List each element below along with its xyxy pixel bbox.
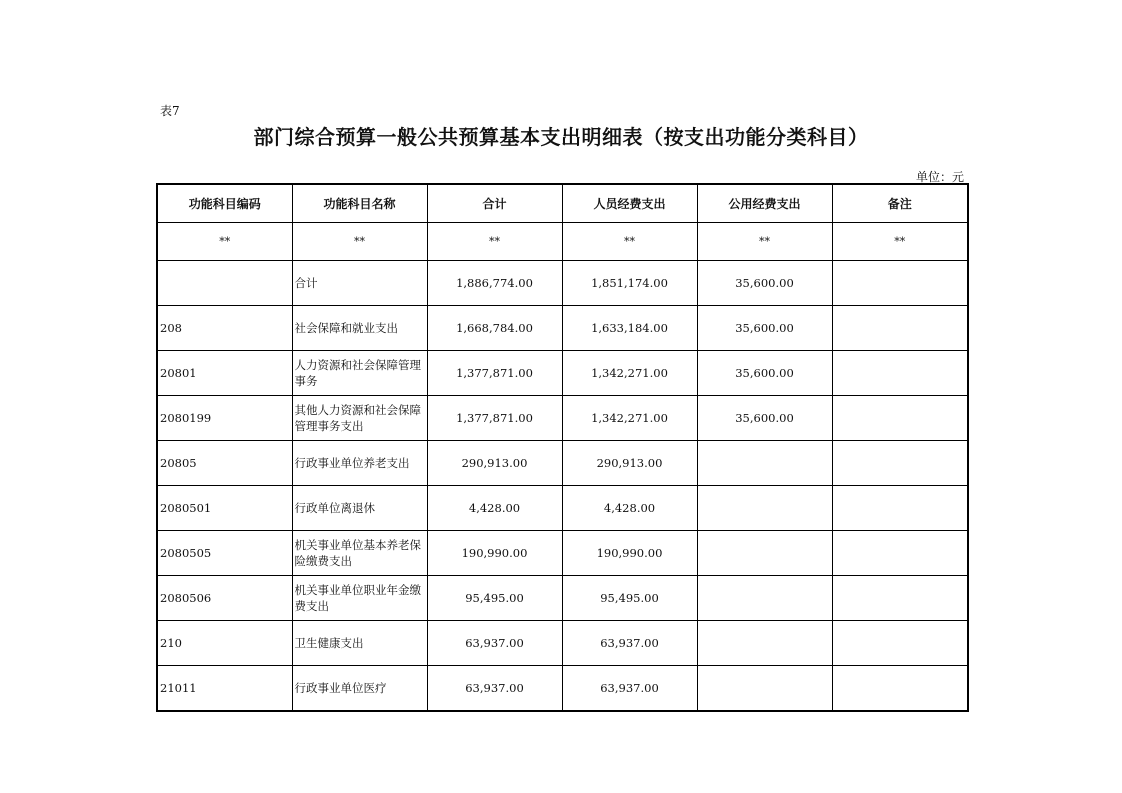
stars-cell: ** [427,223,562,261]
cell-public: 35,600.00 [697,351,832,396]
cell-public [697,576,832,621]
unit-label: 单位：元 [915,170,964,184]
cell-personnel: 1,342,271.00 [562,351,697,396]
cell-total: 1,886,774.00 [427,261,562,306]
table-row [157,396,968,441]
cell-public [697,486,832,531]
cell-public [697,621,832,666]
cell-name: 社会保障和就业支出 [292,306,427,351]
table-row [157,621,968,666]
cell-code: 2080505 [157,531,292,576]
cell-name: 行政单位离退休 [292,486,427,531]
cell-total: 63,937.00 [427,666,562,712]
cell-name: 机关事业单位职业年金缴费支出 [292,576,427,621]
cell-personnel: 290,913.00 [562,441,697,486]
budget-table [156,183,969,712]
stars-cell: ** [697,223,832,261]
cell-name: 人力资源和社会保障管理事务 [292,351,427,396]
cell-personnel: 190,990.00 [562,531,697,576]
table-row [157,576,968,621]
cell-note [832,486,968,531]
cell-personnel: 1,342,271.00 [562,396,697,441]
cell-note [832,261,968,306]
header-public: 公用经费支出 [697,184,832,223]
cell-note [832,306,968,351]
stars-cell: ** [292,223,427,261]
cell-total: 1,668,784.00 [427,306,562,351]
cell-code: 2080199 [157,396,292,441]
cell-note [832,531,968,576]
table-row [157,531,968,576]
cell-total: 190,990.00 [427,531,562,576]
cell-note [832,576,968,621]
cell-public: 35,600.00 [697,396,832,441]
cell-code: 21011 [157,666,292,712]
cell-public [697,441,832,486]
cell-personnel: 4,428.00 [562,486,697,531]
cell-public: 35,600.00 [697,261,832,306]
stars-row [157,223,968,261]
cell-code: 210 [157,621,292,666]
cell-personnel: 95,495.00 [562,576,697,621]
cell-personnel: 1,851,174.00 [562,261,697,306]
header-code: 功能科目编码 [157,184,292,223]
cell-note [832,396,968,441]
table-number: 表7 [160,104,180,118]
table-row [157,351,968,396]
cell-note [832,351,968,396]
cell-note [832,666,968,712]
cell-personnel: 63,937.00 [562,621,697,666]
table-row [157,666,968,712]
cell-total: 290,913.00 [427,441,562,486]
cell-code: 20801 [157,351,292,396]
cell-personnel: 63,937.00 [562,666,697,712]
cell-public [697,531,832,576]
cell-name: 机关事业单位基本养老保险缴费支出 [292,531,427,576]
cell-name: 行政事业单位医疗 [292,666,427,712]
page-title: 部门综合预算一般公共预算基本支出明细表（按支出功能分类科目） [253,125,869,149]
table-row [157,441,968,486]
cell-name: 合计 [292,261,427,306]
header-personnel: 人员经费支出 [562,184,697,223]
cell-name: 其他人力资源和社会保障管理事务支出 [292,396,427,441]
cell-total: 1,377,871.00 [427,396,562,441]
cell-total: 95,495.00 [427,576,562,621]
header-row [157,184,968,223]
cell-code: 208 [157,306,292,351]
cell-note [832,441,968,486]
cell-code: 20805 [157,441,292,486]
cell-name: 卫生健康支出 [292,621,427,666]
stars-cell: ** [157,223,292,261]
cell-code: 2080506 [157,576,292,621]
header-note: 备注 [832,184,968,223]
stars-cell: ** [832,223,968,261]
header-total: 合计 [427,184,562,223]
cell-total: 1,377,871.00 [427,351,562,396]
cell-note [832,621,968,666]
cell-public [697,666,832,712]
header-name: 功能科目名称 [292,184,427,223]
cell-public: 35,600.00 [697,306,832,351]
cell-code [157,261,292,306]
cell-total: 63,937.00 [427,621,562,666]
stars-cell: ** [562,223,697,261]
cell-code: 2080501 [157,486,292,531]
cell-personnel: 1,633,184.00 [562,306,697,351]
cell-name: 行政事业单位养老支出 [292,441,427,486]
table-row [157,261,968,306]
table-row [157,306,968,351]
cell-total: 4,428.00 [427,486,562,531]
table-row [157,486,968,531]
